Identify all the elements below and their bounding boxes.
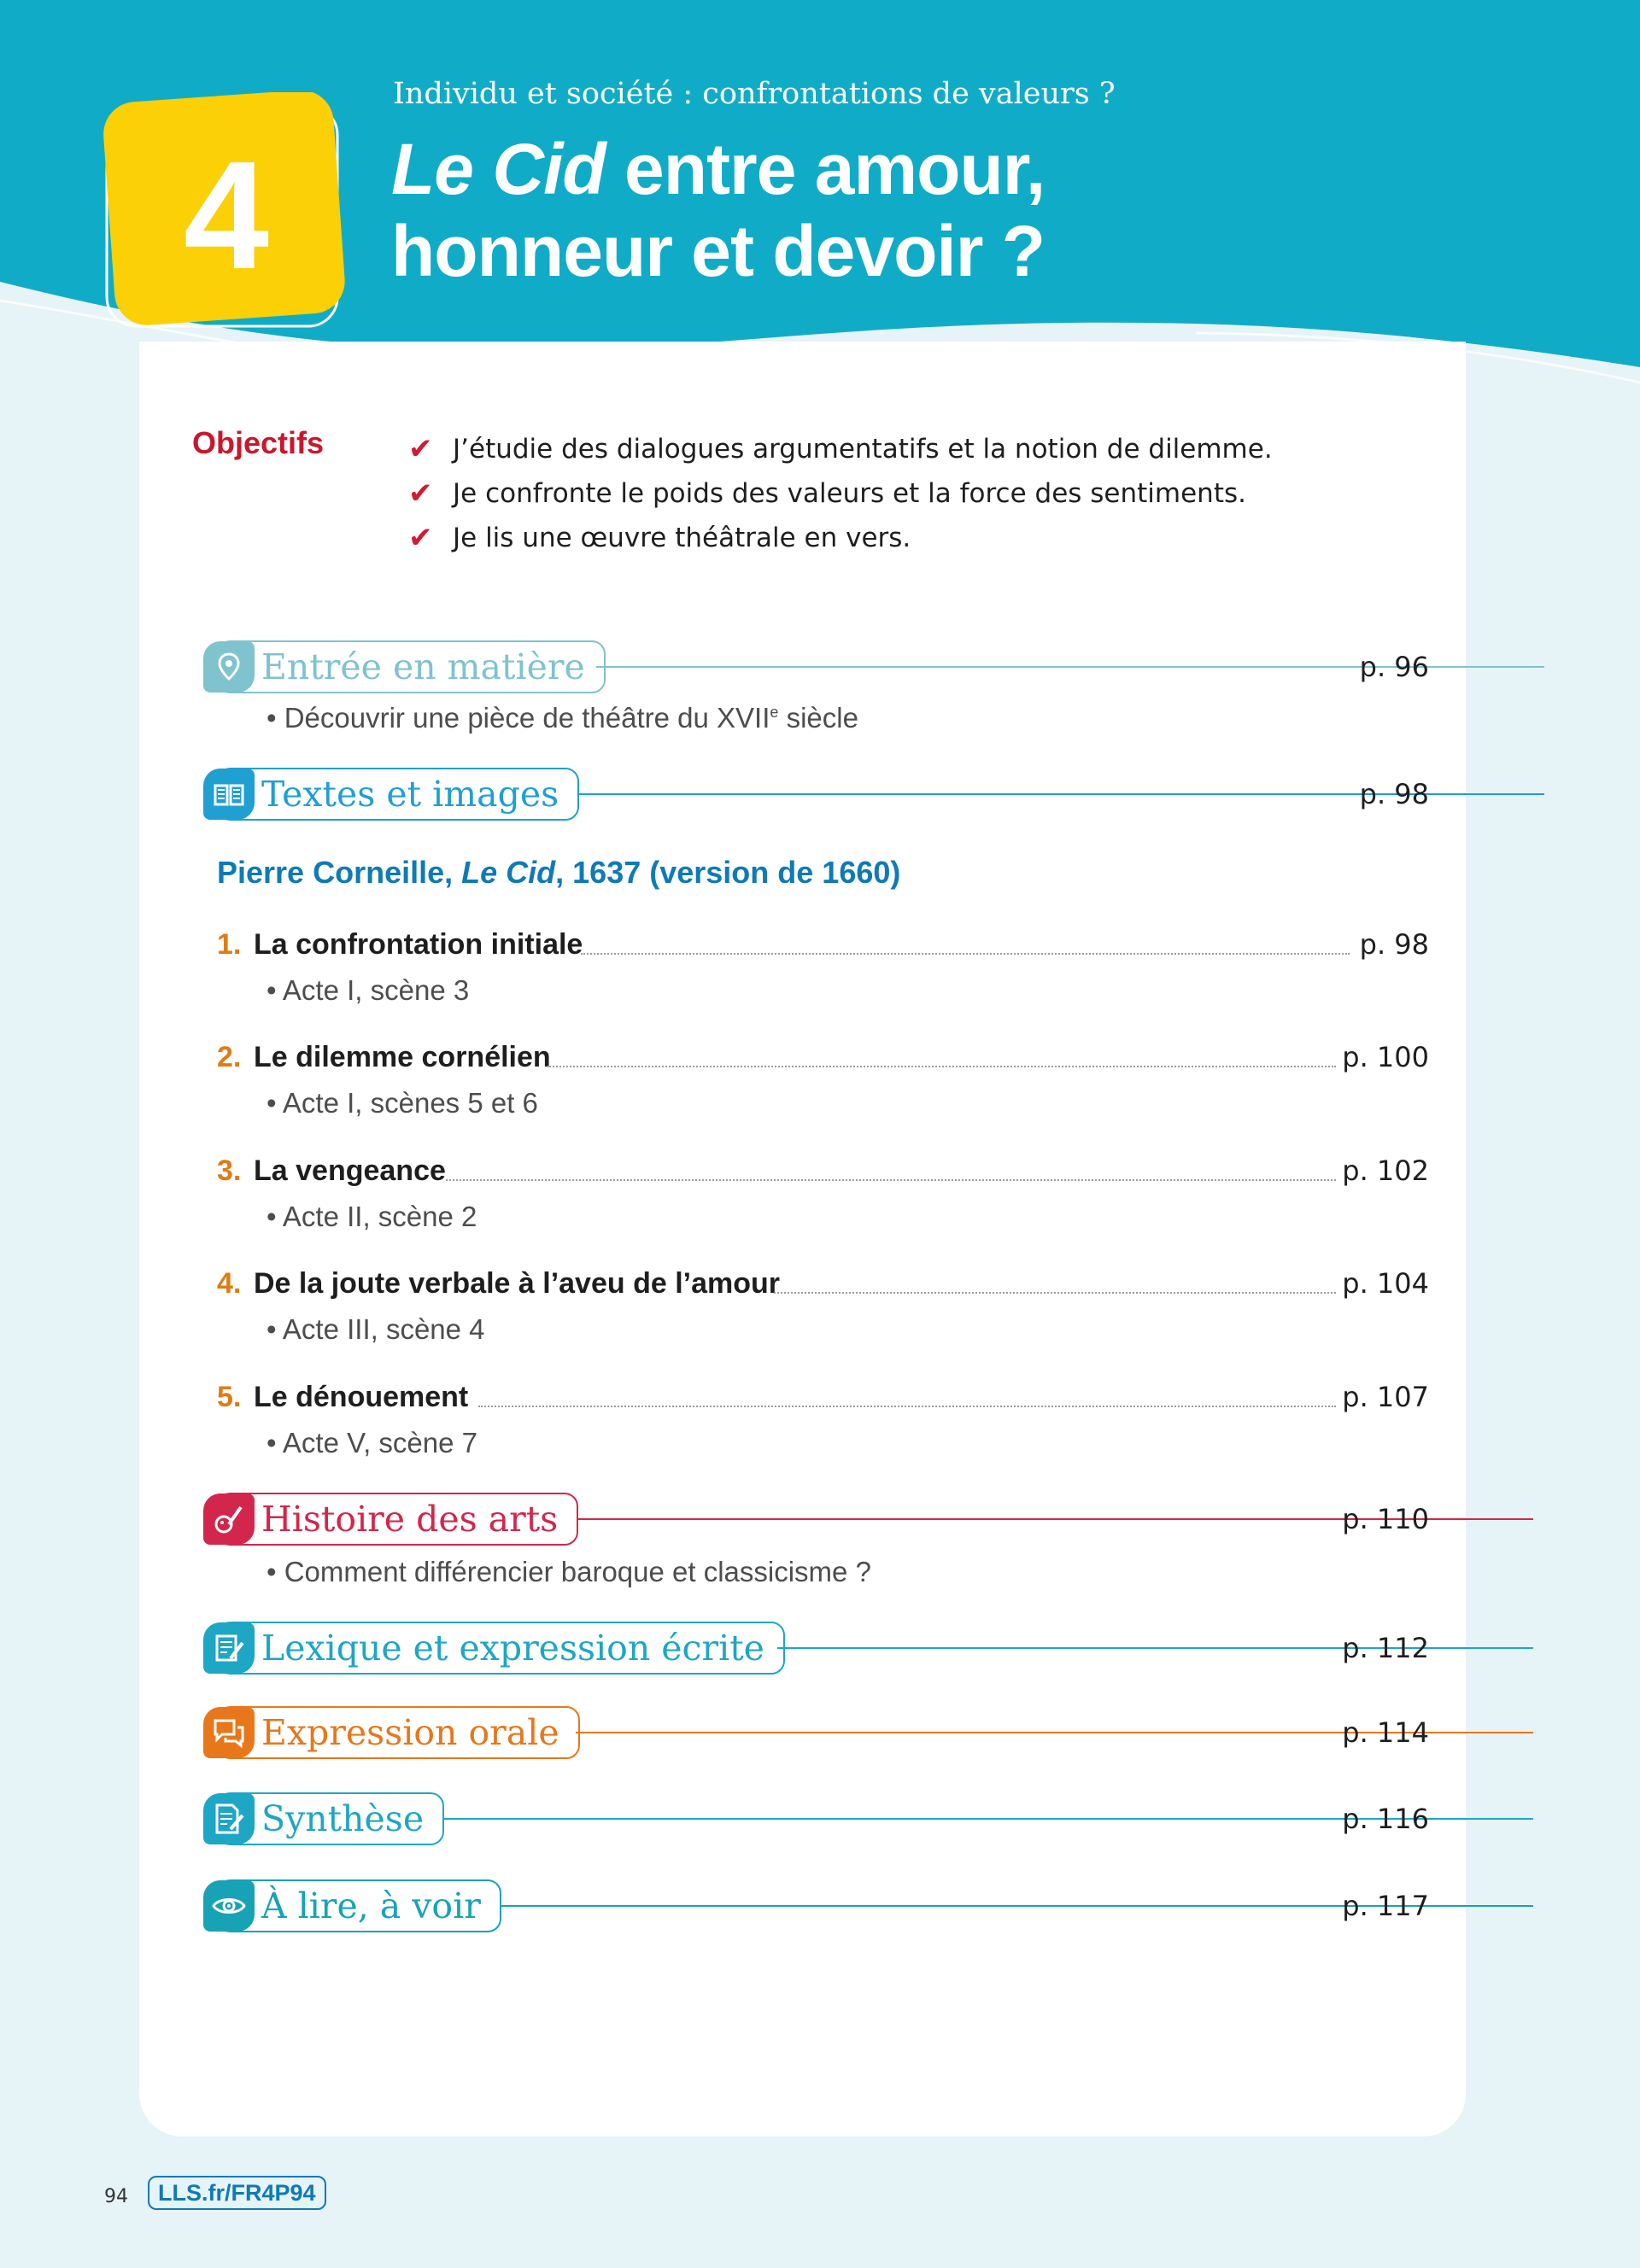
- section-title: Histoire des arts: [217, 1493, 578, 1546]
- section-title: Entrée en matière: [217, 640, 606, 693]
- toc-subtitle: • Acte V, scène 7: [266, 1427, 478, 1458]
- section-subtitle: • Comment différencier baroque et classicisme ?: [266, 1556, 871, 1587]
- toc-item[interactable]: [217, 1041, 1429, 1078]
- author-line: Pierre Corneille, Le Cid, 1637 (version de 1660): [217, 855, 901, 890]
- toc-number: 4.: [217, 1267, 242, 1300]
- toc-item[interactable]: [217, 1381, 1429, 1418]
- writing-icon: [203, 1622, 255, 1674]
- section-page: p. 110: [1342, 1503, 1429, 1535]
- check-icon: ✔: [408, 476, 433, 511]
- section-textes-et-images[interactable]: [203, 768, 1429, 821]
- toc-leader: [446, 1179, 1336, 1181]
- location-pin-icon: [203, 641, 255, 693]
- chapter-number: 4: [183, 129, 270, 301]
- toc-item[interactable]: [217, 928, 1429, 966]
- section-page: p. 117: [1342, 1890, 1429, 1922]
- toc-page: p. 107: [1342, 1381, 1429, 1413]
- book-icon: [203, 769, 255, 820]
- toc-number: 2.: [217, 1041, 242, 1073]
- section-title: Lexique et expression écrite: [217, 1622, 785, 1675]
- check-icon: ✔: [408, 432, 433, 466]
- section-page: p. 116: [1342, 1803, 1429, 1835]
- toc-subtitle: • Acte I, scènes 5 et 6: [266, 1087, 538, 1119]
- title-line2: honneur et devoir ?: [391, 211, 1046, 291]
- toc-item[interactable]: [217, 1154, 1429, 1192]
- section-page: p. 114: [1342, 1716, 1429, 1749]
- section-synthese[interactable]: [203, 1792, 1429, 1845]
- chapter-supertitle: Individu et société : confrontations de valeurs ?: [393, 77, 1116, 111]
- toc-subtitle: • Acte I, scène 3: [266, 974, 470, 1006]
- section-title: Synthèse: [217, 1792, 444, 1845]
- section-title: Expression orale: [217, 1706, 580, 1759]
- speech-bubbles-icon: [203, 1707, 255, 1758]
- section-subtitle: • Découvrir une pièce de théâtre du XVIIe siècle: [266, 702, 858, 734]
- toc-title: Le dilemme cornélien: [254, 1041, 551, 1073]
- palette-brush-icon: [203, 1493, 255, 1545]
- objectives-list: [408, 427, 1433, 560]
- toc-title: La confrontation initiale: [254, 928, 583, 961]
- check-icon: ✔: [408, 521, 433, 555]
- toc-page: p. 104: [1342, 1267, 1429, 1300]
- toc-number: 1.: [217, 928, 242, 961]
- toc-page: p. 102: [1342, 1154, 1429, 1187]
- note-pencil-icon: [203, 1793, 255, 1844]
- section-entree-en-matiere[interactable]: [203, 640, 1429, 693]
- section-title: Textes et images: [217, 768, 579, 821]
- section-title: À lire, à voir: [217, 1879, 501, 1932]
- toc-leader: [581, 953, 1350, 955]
- toc-number: 5.: [217, 1381, 242, 1413]
- toc-title: La vengeance: [254, 1154, 446, 1187]
- objective-item: [408, 427, 1433, 471]
- section-page: p. 112: [1342, 1632, 1429, 1664]
- toc-number: 3.: [217, 1154, 242, 1187]
- toc-leader: [478, 1406, 1336, 1407]
- toc-page: p. 100: [1342, 1041, 1429, 1073]
- chapter-badge: [102, 92, 350, 338]
- section-page: p. 98: [1359, 778, 1429, 810]
- toc-subtitle: • Acte II, scène 2: [266, 1201, 477, 1232]
- chapter-title: [391, 128, 1502, 292]
- toc-leader: [774, 1292, 1336, 1294]
- content-card: [139, 342, 1466, 2136]
- title-line1: entre amour,: [605, 129, 1046, 209]
- toc-subtitle: • Acte III, scène 4: [266, 1313, 485, 1345]
- section-a-lire-a-voir[interactable]: [203, 1879, 1429, 1932]
- page-number: 94: [104, 2186, 128, 2207]
- objective-item: [408, 516, 1433, 560]
- title-work: Le Cid: [391, 129, 606, 209]
- objective-text: Je lis une œuvre théâtrale en vers.: [453, 523, 911, 553]
- toc-item[interactable]: [217, 1267, 1429, 1305]
- section-histoire-des-arts[interactable]: [203, 1493, 1429, 1546]
- objective-text: J’étudie des dialogues argumentatifs et la notion de dilemme.: [453, 434, 1273, 465]
- eye-icon: [203, 1880, 255, 1932]
- objective-text: Je confronte le poids des valeurs et la force des sentiments.: [453, 478, 1246, 509]
- objectifs-label: Objectifs: [192, 425, 325, 460]
- toc-page: p. 98: [1359, 928, 1429, 961]
- toc-title: Le dénouement: [254, 1381, 469, 1413]
- section-expression-orale[interactable]: [203, 1706, 1429, 1759]
- objective-item: [408, 471, 1433, 516]
- section-page: p. 96: [1359, 651, 1429, 683]
- section-lexique-expression-ecrite[interactable]: [203, 1622, 1429, 1675]
- toc-leader: [547, 1066, 1336, 1067]
- page-link[interactable]: LLS.fr/FR4P94: [148, 2176, 326, 2210]
- toc-title: De la joute verbale à l’aveu de l’amour: [254, 1267, 781, 1300]
